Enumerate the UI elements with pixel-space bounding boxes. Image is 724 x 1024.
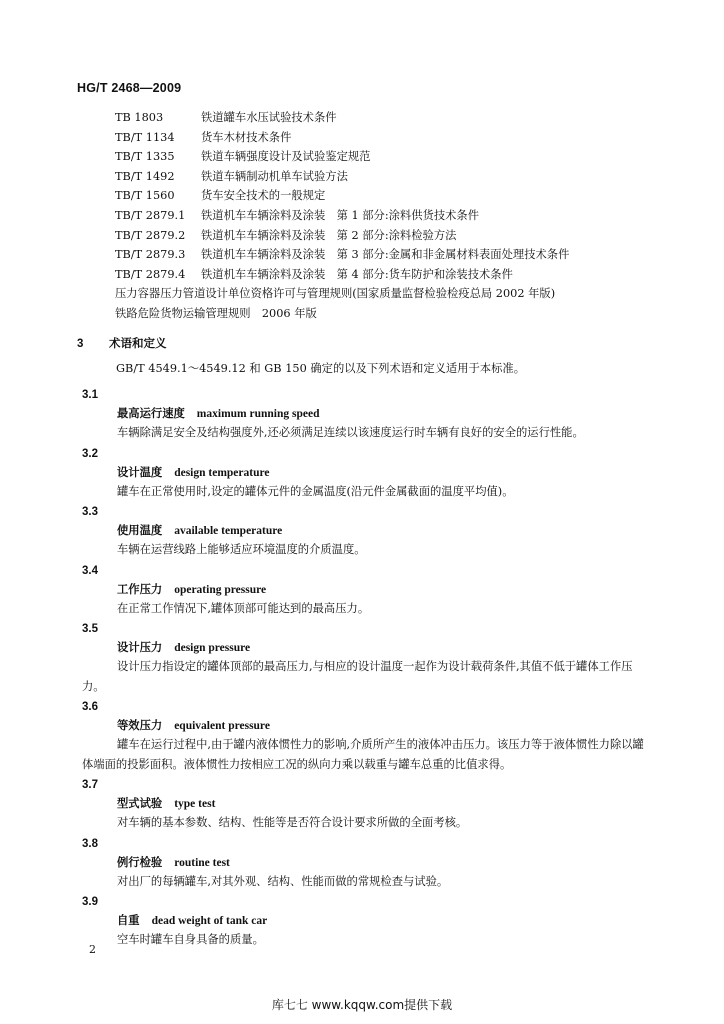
reference-code: TB/T 2879.1: [115, 208, 186, 222]
reference-list: [115, 108, 569, 324]
page-number: 2: [89, 943, 96, 956]
term-name-en: design temperature: [174, 466, 270, 479]
reference-item: [115, 167, 569, 187]
term-definition: 车辆在运营线路上能够适应环境温度的介质温度。: [117, 543, 366, 556]
term-entry: [0, 562, 724, 619]
term-name-zh: 工作压力: [117, 581, 163, 596]
term-name-zh: 使用温度: [117, 523, 163, 537]
term-definition: 空车时罐车自身具备的质量。: [117, 933, 264, 946]
term-name-en: routine test: [174, 856, 230, 869]
reference-title: 铁路危险货物运输管理规则 2006 年版: [115, 306, 317, 320]
term-name: [117, 638, 724, 657]
reference-title: 铁道车辆强度设计及试验鉴定规范: [201, 150, 371, 164]
reference-item: [115, 304, 569, 324]
term-entry: [0, 835, 724, 892]
reference-code: TB/T 2879.4: [115, 267, 186, 281]
term-definition: 罐车在正常使用时,设定的罐体元件的金属温度(沿元件金属截面的温度平均值)。: [117, 484, 514, 498]
term-entry: [0, 620, 724, 696]
term-entry: [0, 445, 724, 502]
term-name-en: dead weight of tank car: [151, 915, 268, 927]
section-number: 3: [77, 338, 84, 350]
reference-title: 铁道罐车水压试验技术条件: [201, 111, 337, 124]
term-name-zh: 设计温度: [117, 464, 163, 479]
term-definition: 对出厂的每辆罐车,对其外观、结构、性能而做的常规检查与试验。: [117, 874, 449, 888]
term-name-zh: 等效压力: [117, 718, 163, 732]
reference-item: [115, 226, 569, 246]
reference-item: [115, 284, 569, 304]
reference-title: 铁道车辆制动机单车试验方法: [201, 169, 348, 183]
document-code: HG/T 2468—2009: [77, 81, 182, 95]
term-name-zh: 自重: [117, 913, 140, 927]
term-name: [117, 794, 724, 813]
section-intro: GB/T 4549.1～4549.12 和 GB 150 确定的以及下列术语和定义适用于本标准。: [116, 362, 525, 375]
term-entry: [0, 698, 724, 774]
term-number: 3.3: [82, 506, 98, 518]
term-entry: [0, 503, 724, 560]
term-number: 3.1: [82, 389, 98, 401]
download-footer: 库七七 www.kqqw.com提供下载: [271, 998, 453, 1012]
term-name-en: available temperature: [174, 525, 283, 537]
term-name: [117, 911, 724, 930]
term-name: [117, 463, 724, 482]
reference-item: [115, 245, 569, 265]
term-number: 3.7: [82, 779, 98, 791]
reference-title: 货车安全技术的一般规定: [201, 189, 326, 203]
reference-code: TB/T 1560: [115, 189, 175, 203]
term-number: 3.6: [82, 701, 98, 713]
reference-code: TB/T 2879.3: [115, 248, 186, 262]
term-definition: 对车辆的基本参数、结构、性能等是否符合设计要求所做的全面考核。: [117, 816, 468, 829]
term-definition: 设计压力指设定的罐体顶部的最高压力,与相应的设计温度一起作为设计载荷条件,其值不低于罐体工作压力。: [82, 660, 633, 693]
term-number: 3.4: [82, 564, 98, 577]
term-name-zh: 例行检验: [117, 854, 163, 869]
term-name-en: type test: [174, 798, 216, 810]
reference-item: [115, 128, 569, 148]
reference-code: TB/T 1492: [115, 169, 175, 183]
term-name: [117, 716, 724, 735]
term-number: 3.5: [82, 623, 98, 635]
term-name: [117, 521, 724, 540]
term-name: [117, 853, 724, 872]
reference-title: 铁道机车车辆涂料及涂装 第 3 部分:金属和非金属材料表面处理技术条件: [201, 248, 570, 262]
reference-code: TB 1803: [115, 111, 164, 124]
reference-item: [115, 265, 569, 285]
reference-code: TB/T 1335: [115, 150, 175, 164]
reference-title: 压力容器压力管道设计单位资格许可与管理规则(国家质量监督检验检疫总局 2002 年版): [115, 287, 556, 301]
term-name-zh: 型式试验: [117, 796, 163, 810]
term-number: 3.8: [82, 837, 98, 850]
reference-title: 货车木材技术条件: [201, 130, 292, 144]
section-heading: [77, 335, 167, 351]
reference-item: [115, 206, 569, 226]
reference-title: 铁道机车车辆涂料及涂装 第 4 部分:货车防护和涂装技术条件: [201, 267, 513, 281]
term-definition: 罐车在运行过程中,由于罐内液体惯性力的影响,介质所产生的液体冲击压力。该压力等于液体惯性力除以罐体端面的投影面积。液体惯性力按相应工况的纵向力乘以载重与罐车总重的比值求得。: [82, 738, 644, 771]
term-number: 3.2: [82, 447, 98, 460]
term-name: [117, 580, 724, 599]
term-entry: [0, 776, 724, 833]
term-name-zh: 最高运行速度: [117, 406, 185, 420]
term-entry: [0, 386, 724, 443]
term-name-en: operating pressure: [174, 583, 267, 596]
term-definition: 在正常工作情况下,罐体顶部可能达到的最高压力。: [117, 601, 370, 615]
term-entry: [0, 893, 724, 950]
term-name-en: maximum running speed: [196, 408, 320, 420]
term-list: [0, 386, 724, 952]
term-name-zh: 设计压力: [117, 640, 163, 654]
reference-item: [115, 108, 569, 128]
section-title: 术语和定义: [109, 338, 167, 350]
reference-code: TB/T 1134: [115, 130, 175, 144]
term-name-en: equivalent pressure: [174, 720, 270, 732]
term-name: [117, 404, 724, 423]
reference-code: TB/T 2879.2: [115, 228, 186, 242]
reference-item: [115, 186, 569, 206]
term-number: 3.9: [82, 896, 98, 908]
term-name-en: design pressure: [174, 642, 251, 654]
term-definition: 车辆除满足安全及结构强度外,还必须满足连续以该速度运行时车辆有良好的安全的运行性能。: [117, 426, 584, 439]
reference-item: [115, 147, 569, 167]
reference-title: 铁道机车车辆涂料及涂装 第 2 部分:涂料检验方法: [201, 228, 457, 242]
reference-title: 铁道机车车辆涂料及涂装 第 1 部分:涂料供货技术条件: [201, 208, 480, 222]
